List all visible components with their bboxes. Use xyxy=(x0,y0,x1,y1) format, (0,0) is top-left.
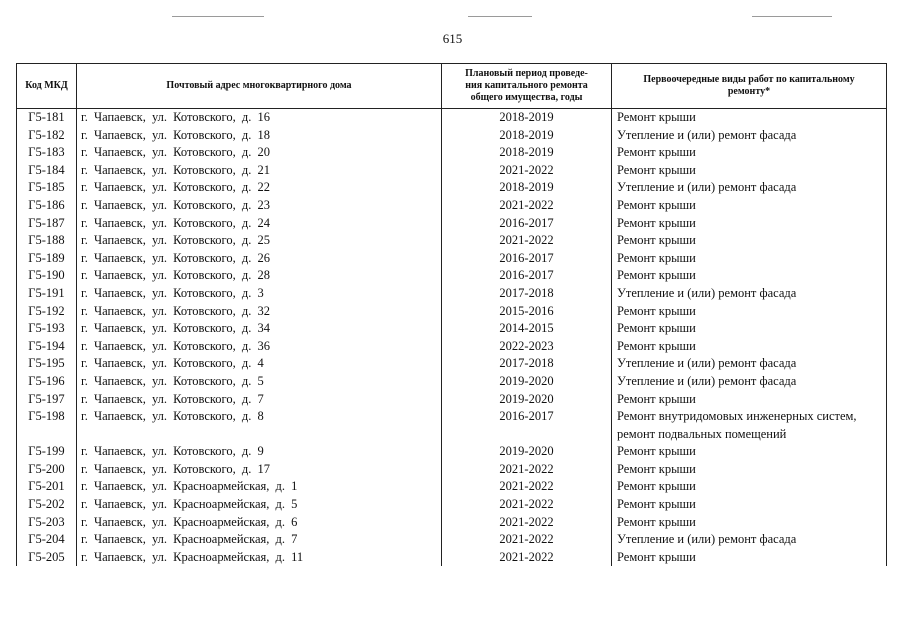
row-address: г. Чапаевск, ул. Котовского, д. 3 xyxy=(77,285,442,303)
table-row xyxy=(17,285,887,303)
row-address: г. Чапаевск, ул. Котовского, д. 21 xyxy=(77,162,442,180)
row-code: Г5-202 xyxy=(17,496,77,514)
row-work-line: Ремонт крыши xyxy=(617,145,696,160)
row-address: г. Чапаевск, ул. Котовского, д. 28 xyxy=(77,267,442,285)
row-code: Г5-194 xyxy=(17,338,77,356)
row-period: 2021-2022 xyxy=(442,514,612,532)
row-code: Г5-187 xyxy=(17,215,77,233)
row-period: 2021-2022 xyxy=(442,197,612,215)
table-row xyxy=(17,391,887,409)
row-work-line: Ремонт крыши xyxy=(617,497,696,512)
row-period: 2021-2022 xyxy=(442,162,612,180)
table-row xyxy=(17,496,887,514)
row-period: 2017-2018 xyxy=(442,355,612,373)
row-code: Г5-191 xyxy=(17,285,77,303)
row-work xyxy=(612,232,887,250)
row-period: 2022-2023 xyxy=(442,338,612,356)
row-period: 2021-2022 xyxy=(442,461,612,479)
row-work xyxy=(612,408,887,443)
table-row xyxy=(17,303,887,321)
row-address: г. Чапаевск, ул. Котовского, д. 5 xyxy=(77,373,442,391)
row-work xyxy=(612,320,887,338)
row-work xyxy=(612,127,887,145)
row-address: г. Чапаевск, ул. Красноармейская, д. 7 xyxy=(77,531,442,549)
row-period: 2014-2015 xyxy=(442,320,612,338)
row-work-line: Ремонт крыши xyxy=(617,233,696,248)
row-address: г. Чапаевск, ул. Котовского, д. 18 xyxy=(77,127,442,145)
table-row xyxy=(17,179,887,197)
row-work xyxy=(612,531,887,549)
header-work-line: ремонту* xyxy=(727,86,771,97)
row-work xyxy=(612,144,887,162)
row-work xyxy=(612,215,887,233)
row-work xyxy=(612,197,887,215)
row-work-line: Ремонт крыши xyxy=(617,250,696,265)
row-period: 2017-2018 xyxy=(442,285,612,303)
row-code: Г5-192 xyxy=(17,303,77,321)
header-address: Почтовый адрес многоквартирного дома xyxy=(77,64,442,109)
row-work-line: Ремонт крыши xyxy=(617,321,696,336)
row-work-line: Ремонт крыши xyxy=(617,461,696,476)
table-row xyxy=(17,531,887,549)
row-work-line: Ремонт внутридомовых инженерных систем, xyxy=(617,409,857,424)
row-work xyxy=(612,514,887,532)
table-header-row xyxy=(17,64,887,109)
row-address: г. Чапаевск, ул. Котовского, д. 36 xyxy=(77,338,442,356)
row-period: 2021-2022 xyxy=(442,549,612,567)
row-code: Г5-188 xyxy=(17,232,77,250)
row-code: Г5-182 xyxy=(17,127,77,145)
row-work-line: Утепление и (или) ремонт фасада xyxy=(617,532,797,547)
header-code: Код МКД xyxy=(17,64,77,109)
table-row xyxy=(17,549,887,567)
row-code: Г5-204 xyxy=(17,531,77,549)
row-period: 2021-2022 xyxy=(442,478,612,496)
table-row xyxy=(17,478,887,496)
row-address: г. Чапаевск, ул. Котовского, д. 25 xyxy=(77,232,442,250)
table-row xyxy=(17,109,887,127)
table-row xyxy=(17,250,887,268)
header-period-line: ния капитального ремонта xyxy=(465,80,588,91)
row-work xyxy=(612,338,887,356)
row-address: г. Чапаевск, ул. Котовского, д. 9 xyxy=(77,443,442,461)
row-period: 2021-2022 xyxy=(442,531,612,549)
row-code: Г5-196 xyxy=(17,373,77,391)
row-code: Г5-198 xyxy=(17,408,77,443)
row-address: г. Чапаевск, ул. Котовского, д. 34 xyxy=(77,320,442,338)
row-code: Г5-193 xyxy=(17,320,77,338)
row-code: Г5-201 xyxy=(17,478,77,496)
row-work-line: Ремонт крыши xyxy=(617,549,696,564)
row-work-line: Ремонт крыши xyxy=(617,514,696,529)
row-period: 2016-2017 xyxy=(442,250,612,268)
row-period: 2019-2020 xyxy=(442,443,612,461)
row-address: г. Чапаевск, ул. Котовского, д. 16 xyxy=(77,109,442,127)
row-work xyxy=(612,355,887,373)
row-work-line: Ремонт крыши xyxy=(617,303,696,318)
row-work xyxy=(612,267,887,285)
row-period: 2019-2020 xyxy=(442,391,612,409)
row-address: г. Чапаевск, ул. Красноармейская, д. 5 xyxy=(77,496,442,514)
table-row xyxy=(17,267,887,285)
row-work xyxy=(612,549,887,567)
row-work xyxy=(612,162,887,180)
row-work xyxy=(612,496,887,514)
row-code: Г5-200 xyxy=(17,461,77,479)
row-address: г. Чапаевск, ул. Красноармейская, д. 11 xyxy=(77,549,442,567)
row-work xyxy=(612,478,887,496)
table-row xyxy=(17,197,887,215)
row-address: г. Чапаевск, ул. Котовского, д. 23 xyxy=(77,197,442,215)
row-period: 2016-2017 xyxy=(442,408,612,443)
row-period: 2016-2017 xyxy=(442,215,612,233)
row-period: 2015-2016 xyxy=(442,303,612,321)
row-period: 2018-2019 xyxy=(442,179,612,197)
scan-artifact-left xyxy=(172,16,264,17)
row-code: Г5-184 xyxy=(17,162,77,180)
table-row xyxy=(17,144,887,162)
header-period xyxy=(442,64,612,109)
table-row xyxy=(17,232,887,250)
row-work-line: Ремонт крыши xyxy=(617,162,696,177)
row-period: 2021-2022 xyxy=(442,232,612,250)
row-work-line: Ремонт крыши xyxy=(617,391,696,406)
row-work xyxy=(612,373,887,391)
table-row xyxy=(17,355,887,373)
row-work-line: Ремонт крыши xyxy=(617,215,696,230)
row-work xyxy=(612,391,887,409)
table-row xyxy=(17,373,887,391)
header-work-line: Первоочередные виды работ по капитальному xyxy=(643,74,855,85)
row-code: Г5-195 xyxy=(17,355,77,373)
row-work xyxy=(612,179,887,197)
table-row xyxy=(17,127,887,145)
row-address: г. Чапаевск, ул. Красноармейская, д. 1 xyxy=(77,478,442,496)
row-address: г. Чапаевск, ул. Красноармейская, д. 6 xyxy=(77,514,442,532)
row-work-line: Ремонт крыши xyxy=(617,444,696,459)
row-work-line: Ремонт крыши xyxy=(617,268,696,283)
row-work xyxy=(612,250,887,268)
row-code: Г5-185 xyxy=(17,179,77,197)
repair-schedule-table xyxy=(16,63,887,566)
row-address: г. Чапаевск, ул. Котовского, д. 8 xyxy=(77,408,442,443)
table-row xyxy=(17,215,887,233)
row-code: Г5-189 xyxy=(17,250,77,268)
row-period: 2019-2020 xyxy=(442,373,612,391)
row-code: Г5-186 xyxy=(17,197,77,215)
table-row xyxy=(17,408,887,443)
scan-artifact-center xyxy=(468,16,532,17)
row-address: г. Чапаевск, ул. Котовского, д. 4 xyxy=(77,355,442,373)
row-work-line: ремонт подвальных помещений xyxy=(617,426,787,441)
table-row xyxy=(17,461,887,479)
row-address: г. Чапаевск, ул. Котовского, д. 22 xyxy=(77,179,442,197)
row-work-line: Утепление и (или) ремонт фасада xyxy=(617,180,797,195)
row-code: Г5-183 xyxy=(17,144,77,162)
scan-artifact-right xyxy=(752,16,832,17)
table-body xyxy=(17,109,887,567)
row-work-line: Ремонт крыши xyxy=(617,110,696,124)
row-period: 2018-2019 xyxy=(442,127,612,145)
row-code: Г5-205 xyxy=(17,549,77,567)
row-code: Г5-203 xyxy=(17,514,77,532)
page-number: 615 xyxy=(442,31,463,46)
row-period: 2018-2019 xyxy=(442,144,612,162)
row-work-line: Утепление и (или) ремонт фасада xyxy=(617,373,797,388)
row-work-line: Утепление и (или) ремонт фасада xyxy=(617,127,797,142)
row-work-line: Утепление и (или) ремонт фасада xyxy=(617,285,797,300)
row-address: г. Чапаевск, ул. Котовского, д. 26 xyxy=(77,250,442,268)
row-code: Г5-181 xyxy=(17,109,77,127)
table-row xyxy=(17,320,887,338)
table-row xyxy=(17,338,887,356)
row-work xyxy=(612,285,887,303)
table-row xyxy=(17,162,887,180)
header-work xyxy=(612,64,887,109)
header-period-line: общего имущества, годы xyxy=(470,92,583,103)
row-code: Г5-190 xyxy=(17,267,77,285)
table-row xyxy=(17,514,887,532)
row-work xyxy=(612,443,887,461)
table-row xyxy=(17,443,887,461)
row-work-line: Ремонт крыши xyxy=(617,479,696,494)
row-work-line: Ремонт крыши xyxy=(617,338,696,353)
row-work xyxy=(612,303,887,321)
row-address: г. Чапаевск, ул. Котовского, д. 32 xyxy=(77,303,442,321)
row-work-line: Ремонт крыши xyxy=(617,197,696,212)
row-address: г. Чапаевск, ул. Котовского, д. 17 xyxy=(77,461,442,479)
row-address: г. Чапаевск, ул. Котовского, д. 20 xyxy=(77,144,442,162)
row-period: 2018-2019 xyxy=(442,109,612,127)
header-period-line: Плановый период проведе- xyxy=(465,68,588,79)
row-address: г. Чапаевск, ул. Котовского, д. 7 xyxy=(77,391,442,409)
row-code: Г5-199 xyxy=(17,443,77,461)
row-work xyxy=(612,461,887,479)
row-work-line: Утепление и (или) ремонт фасада xyxy=(617,356,797,371)
row-address: г. Чапаевск, ул. Котовского, д. 24 xyxy=(77,215,442,233)
row-code: Г5-197 xyxy=(17,391,77,409)
row-period: 2021-2022 xyxy=(442,496,612,514)
row-work xyxy=(612,109,887,127)
row-period: 2016-2017 xyxy=(442,267,612,285)
